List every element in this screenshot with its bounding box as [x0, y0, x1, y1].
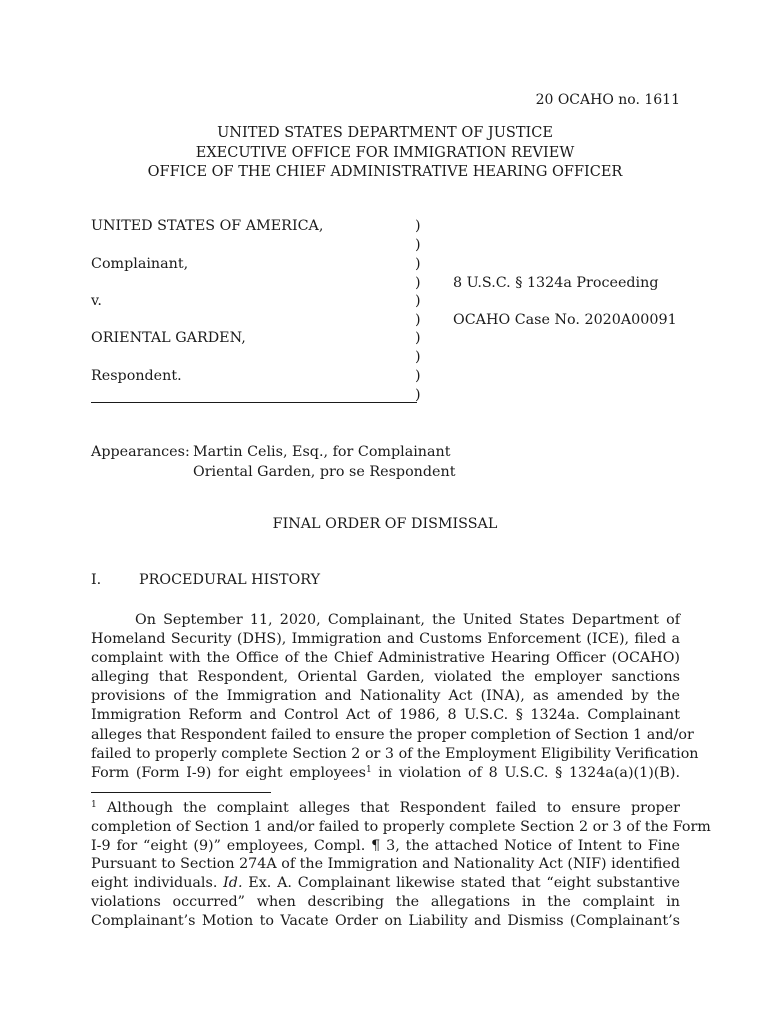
section-title: PROCEDURAL HISTORY: [139, 572, 321, 588]
footnote-line: Pursuant to Section 274A of the Immigration and Nationality Act (NIF) identified: [91, 856, 681, 873]
footnote-line: completion of Section 1 and/or failed to properly complete Section 2 or 3 of the Form: [91, 818, 711, 835]
body-line: Immigration Reform and Control Act of 1986, 8 U.S.C. § 1324a. Complainant: [91, 707, 680, 724]
agency-line-3: OFFICE OF THE CHIEF ADMINISTRATIVE HEARING OFFICER: [147, 164, 623, 180]
paren: ): [415, 218, 421, 234]
paren: ): [415, 387, 421, 403]
paren: ): [415, 275, 421, 291]
body-line: provisions of the Immigration and Nationality Act (INA), as amended by the: [91, 688, 680, 705]
body-line-last: [91, 764, 680, 783]
proceeding-type: 8 U.S.C. § 1324a Proceeding: [453, 275, 659, 291]
paren: ): [415, 312, 421, 328]
paren: ): [415, 330, 421, 346]
appearances: [91, 442, 455, 482]
plaintiff-name: UNITED STATES OF AMERICA,: [91, 218, 324, 234]
paren: ): [415, 293, 421, 309]
footnote-line: violations occurred” when describing the allegations in the complaint in: [91, 893, 680, 910]
order-title: FINAL ORDER OF DISMISSAL: [272, 516, 498, 532]
caption-rule: [91, 402, 417, 403]
body-line: failed to properly complete Section 2 or 3 of the Employment Eligibility Verification: [91, 745, 699, 762]
footnote-line: I-9 for “eight (9)” employees, Compl. ¶ 3, the attached Notice of Intent to Fine: [91, 837, 680, 854]
body-line: On September 11, 2020, Complainant, the United States Department of: [135, 612, 680, 628]
body-line: complaint with the Office of the Chief Administrative Hearing Officer (OCAHO): [91, 650, 680, 667]
appearance-complainant: Martin Celis, Esq., for Complainant: [193, 444, 451, 460]
footnote-separator: [91, 792, 271, 793]
body-text: Form (Form I-9) for eight employees: [91, 764, 366, 781]
versus: v.: [91, 293, 102, 309]
body-line: Homeland Security (DHS), Immigration and Customs Enforcement (ICE), filed a: [91, 631, 680, 648]
appearances-label: Appearances:: [91, 444, 190, 460]
paren: ): [415, 237, 421, 253]
footnote-reference[interactable]: 1: [365, 764, 372, 775]
plaintiff-role: Complainant,: [91, 256, 189, 272]
agency-header: [0, 124, 770, 183]
body-text: in violation of 8 U.S.C. § 1324a(a)(1)(B).: [371, 764, 680, 781]
footnote: [91, 799, 711, 931]
agency-line-1: UNITED STATES DEPARTMENT OF JUSTICE: [217, 125, 553, 141]
paren: ): [415, 368, 421, 384]
agency-line-2: EXECUTIVE OFFICE FOR IMMIGRATION REVIEW: [195, 144, 575, 161]
defendant-role: Respondent.: [91, 368, 182, 384]
footnote-text: Ex. A. Complainant likewise stated that “eight substantive: [242, 875, 680, 892]
paren: ): [415, 256, 421, 272]
footnote-text: eight individuals.: [91, 875, 224, 892]
case-number: OCAHO Case No. 2020A00091: [453, 312, 677, 328]
body-paragraph: [91, 611, 699, 783]
document-number: 20 OCAHO no. 1611: [535, 92, 680, 108]
footnote-line: Complainant’s Motion to Vacate Order on Liability and Dismiss (Complainant’s: [91, 912, 680, 929]
defendant-name: ORIENTAL GARDEN,: [91, 330, 246, 346]
appearance-respondent: Oriental Garden, pro se Respondent: [193, 464, 456, 480]
body-line: alleging that Respondent, Oriental Garden, violated the employer sanctions: [91, 669, 680, 686]
footnote-line: Although the complaint alleges that Respondent failed to ensure proper: [96, 800, 680, 816]
footnote-citation: Id.: [223, 875, 243, 892]
paren: ): [415, 349, 421, 365]
footnote-marker: 1: [91, 800, 97, 810]
body-line: alleges that Respondent failed to ensure the proper completion of Section 1 and/or: [91, 726, 694, 743]
section-number: I.: [91, 572, 102, 588]
